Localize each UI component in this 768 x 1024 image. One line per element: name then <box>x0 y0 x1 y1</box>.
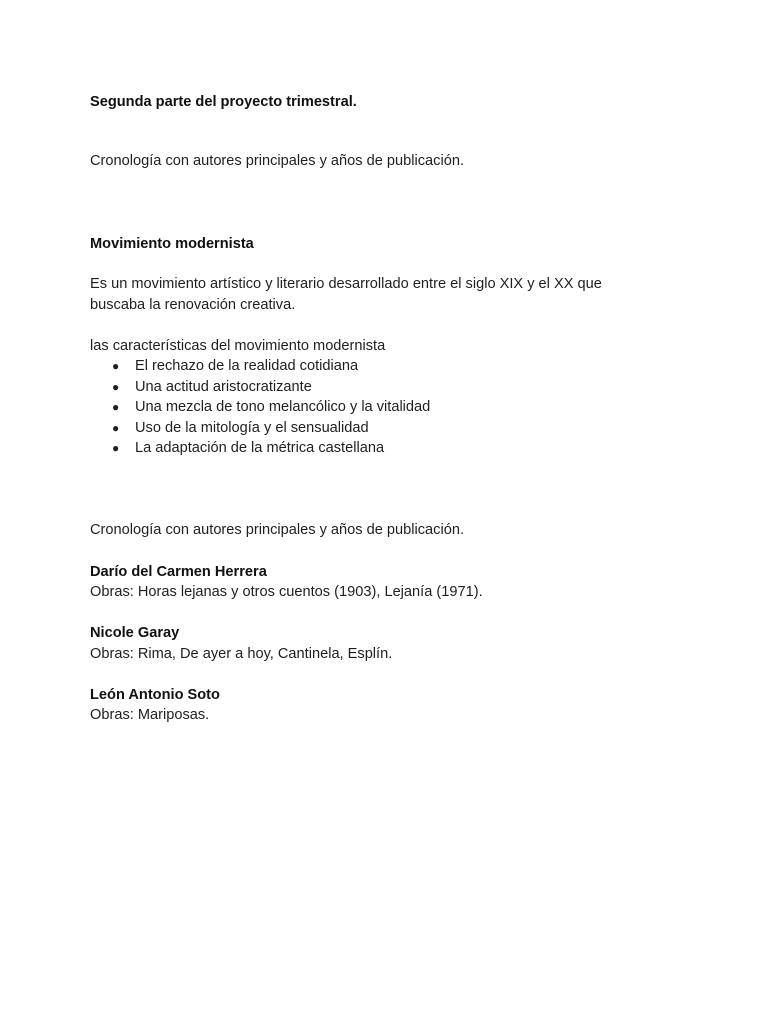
list-item-text: La adaptación de la métrica castellana <box>135 440 385 456</box>
bullet-icon: ● <box>112 441 120 455</box>
list-item-text: Una mezcla de tono melancólico y la vitalidad <box>135 399 431 415</box>
characteristics-list <box>90 356 430 459</box>
list-item <box>90 356 430 377</box>
list-item-text: El rechazo de la realidad cotidiana <box>135 358 359 374</box>
list-item <box>90 418 430 439</box>
list-item-text: Uso de la mitología y el sensualidad <box>135 419 369 436</box>
author-works: Obras: Mariposas. <box>90 707 210 723</box>
section-paragraph: Es un movimiento artístico y literario desarrollado entre el siglo XIX y el XX que buscaba la renovación creativa. <box>90 276 602 313</box>
list-item <box>90 397 430 418</box>
section-heading: Movimiento modernista <box>90 236 254 252</box>
author-name: Nicole Garay <box>90 625 180 641</box>
list-intro: las características del movimiento modernista <box>90 338 386 354</box>
chronology-heading: Cronología con autores principales y años de publicación. <box>90 522 464 538</box>
bullet-icon: ● <box>112 379 120 394</box>
author-works: Obras: Rima, De ayer a hoy, Cantinela, Esplín. <box>90 646 393 662</box>
author-works: Obras: Horas lejanas y otros cuentos (1903), Lejanía (1971). <box>90 584 483 600</box>
bullet-icon: ● <box>112 359 120 373</box>
list-item <box>90 377 430 398</box>
list-item <box>90 438 430 459</box>
author-name: León Antonio Soto <box>90 687 220 703</box>
document-title: Segunda parte del proyecto trimestral. <box>90 94 357 110</box>
list-item-text: Una actitud aristocratizante <box>135 378 312 395</box>
author-name: Darío del Carmen Herrera <box>90 564 267 580</box>
bullet-icon: ● <box>112 400 120 414</box>
bullet-icon: ● <box>112 420 120 435</box>
intro-line: Cronología con autores principales y años de publicación. <box>90 153 464 169</box>
